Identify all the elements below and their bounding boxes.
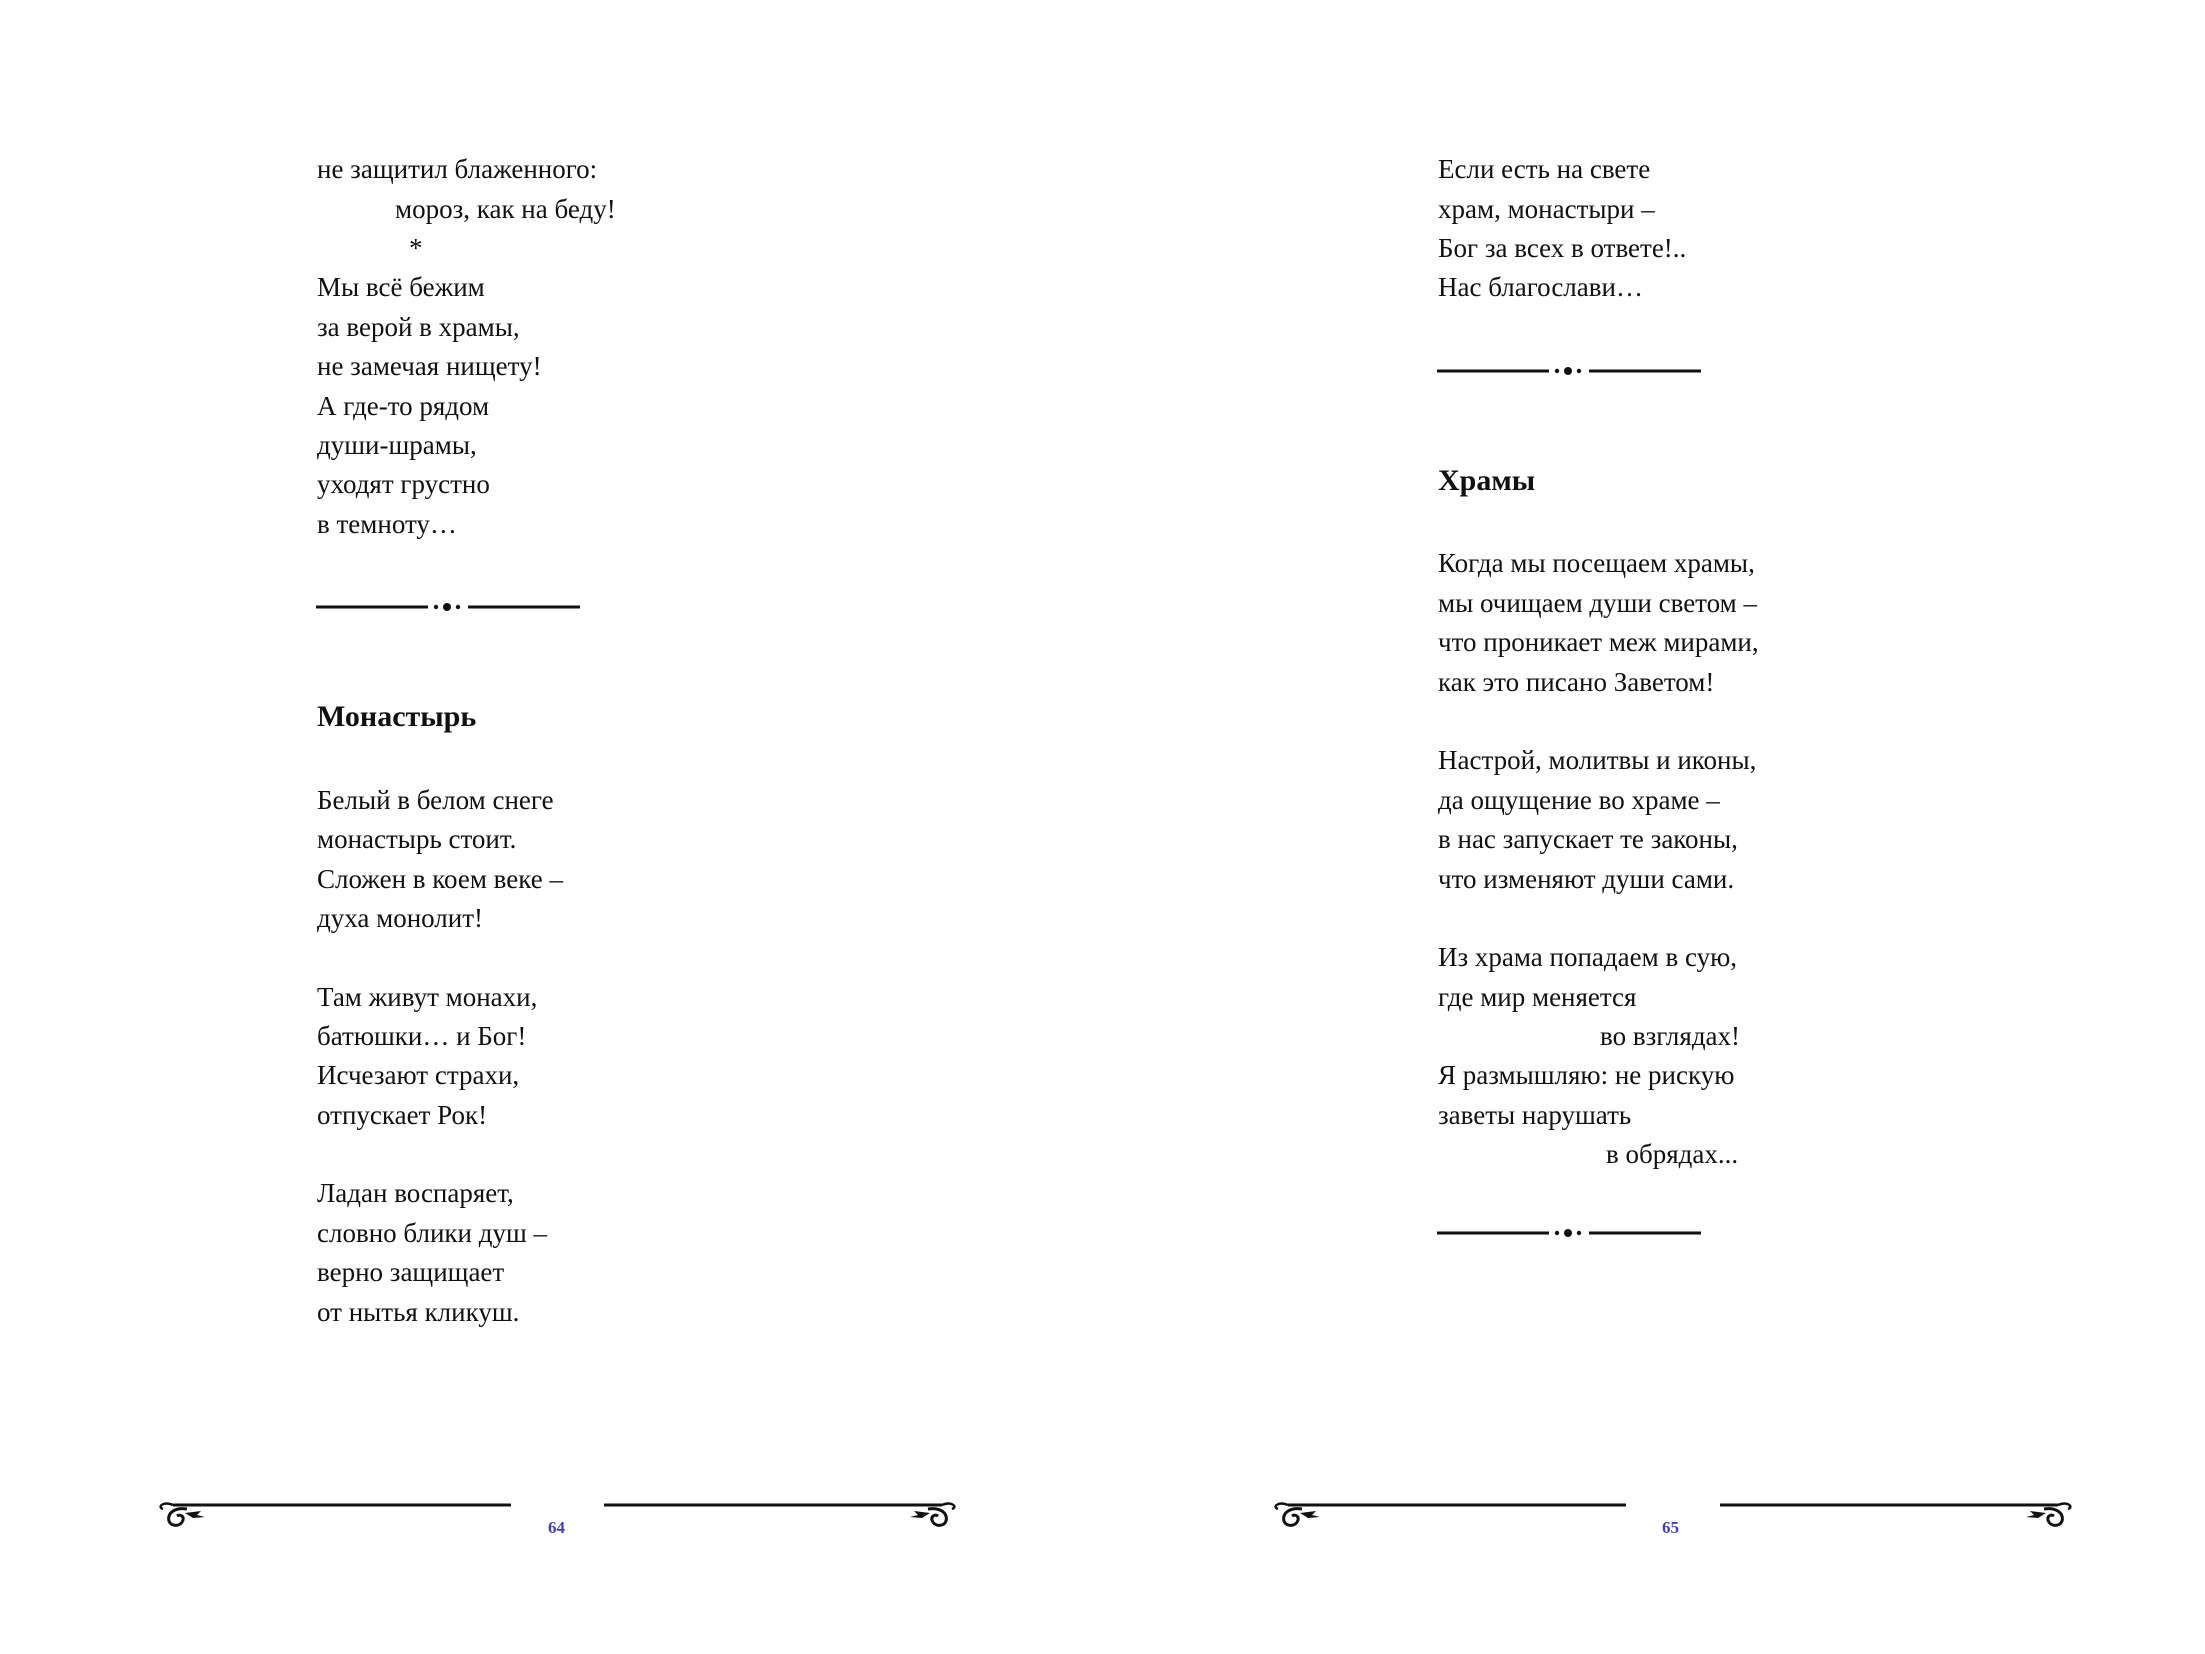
verse-line: верно защищает <box>317 1257 505 1287</box>
verse-line: храм, монастыри – <box>1438 194 1655 224</box>
verse-line: мы очищаем души светом – <box>1438 588 1757 618</box>
verse-line: Из храма попадаем в сую, <box>1438 942 1738 972</box>
footer-flourish-right-icon <box>1720 1495 2078 1535</box>
verse-line: Бог за всех в ответе!.. <box>1438 233 1687 263</box>
verse-line: отпускает Рок! <box>317 1100 488 1130</box>
page-right <box>1103 0 2205 1654</box>
verse-line: Там живут монахи, <box>317 982 538 1012</box>
verse-line: в нас запускает те законы, <box>1438 824 1738 854</box>
section-separator <box>316 599 580 615</box>
verse-line: души-шрамы, <box>317 430 477 460</box>
verse-line: А где-то рядом <box>317 391 490 421</box>
verse-line: что изменяют души сами. <box>1438 864 1735 894</box>
verse-line: Ладан воспаряет, <box>317 1178 514 1208</box>
page-left <box>0 0 1102 1654</box>
verse-line: словно блики душ – <box>317 1218 547 1248</box>
asterisk-divider: * <box>409 233 423 263</box>
verse-line: да ощущение во храме – <box>1438 785 1720 815</box>
verse-line: что проникает меж мирами, <box>1438 627 1759 657</box>
verse-line: мороз, как на беду! <box>395 194 616 224</box>
verse-line: Сложен в коем веке – <box>317 864 563 894</box>
verse-line: Исчезают страхи, <box>317 1060 520 1090</box>
poem-title: Храмы <box>1438 464 1536 497</box>
verse-line: заветы нарушать <box>1438 1100 1632 1130</box>
verse-line: батюшки… и Бог! <box>317 1021 527 1051</box>
verse-line: Настрой, молитвы и иконы, <box>1438 745 1757 775</box>
verse-line: как это писано Заветом! <box>1438 667 1715 697</box>
poem-title: Монастырь <box>317 700 477 733</box>
verse-line: не замечая нищету! <box>317 351 542 381</box>
verse-line: Я размышляю: не рискую <box>1438 1060 1735 1090</box>
verse-line: не защитил блаженного: <box>317 154 598 184</box>
verse-line: в обрядах... <box>1606 1139 1739 1169</box>
footer-flourish-left-icon <box>153 1495 511 1535</box>
footer-flourish-left-icon <box>1268 1495 1626 1535</box>
verse-line: Мы всё бежим <box>317 272 485 302</box>
footer-flourish-right-icon <box>604 1495 962 1535</box>
page-number: 64 <box>548 1518 565 1537</box>
verse-line: монастырь стоит. <box>317 824 517 854</box>
verse-line: Если есть на свете <box>1438 154 1651 184</box>
verse-line: Когда мы посещаем храмы, <box>1438 548 1755 578</box>
section-separator <box>1437 1225 1701 1241</box>
verse-line: Нас благослави… <box>1438 272 1643 302</box>
section-separator <box>1437 363 1701 379</box>
verse-line: где мир меняется <box>1438 982 1637 1012</box>
verse-line: во взглядах! <box>1600 1021 1741 1051</box>
verse-line: уходят грустно <box>317 469 490 499</box>
page-number: 65 <box>1662 1518 1679 1537</box>
verse-line: духа монолит! <box>317 903 484 933</box>
verse-line: Белый в белом снеге <box>317 785 554 815</box>
verse-line: от нытья кликуш. <box>317 1297 520 1327</box>
verse-line: за верой в храмы, <box>317 312 520 342</box>
verse-line: в темноту… <box>317 509 457 539</box>
